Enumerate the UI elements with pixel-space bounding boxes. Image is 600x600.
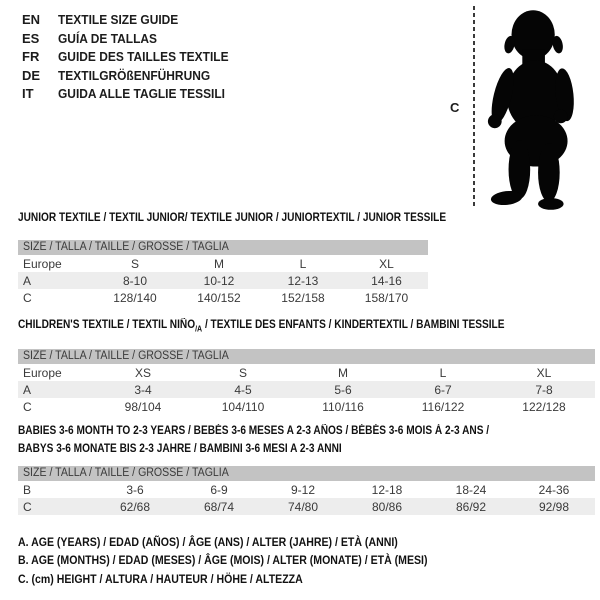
table-size-header: SIZE / TALLA / TAILLE / GRÖSSE / TAGLIA [18, 240, 428, 255]
table-cell: 8-10 [93, 272, 177, 289]
table-cell: 86/92 [429, 498, 513, 515]
table-cell: 62/68 [93, 498, 177, 515]
table-size-header: SIZE / TALLA / TAILLE / GRÖSSE / TAGLIA [18, 466, 595, 481]
table-cell: 92/98 [513, 498, 595, 515]
table-cell: 116/122 [393, 398, 493, 415]
measurement-legend [18, 533, 483, 588]
table-row-c [18, 498, 595, 515]
table-cell: 18-24 [429, 481, 513, 498]
babies-section-title-line2: BABYS 3-6 MONATE BIS 2-3 JAHRE / BAMBINI 3-6 MESI A 2-3 ANNI [18, 443, 342, 455]
table-cell: 140/152 [177, 289, 261, 306]
height-measure-dashed-line [473, 6, 475, 206]
table-cell: 6-9 [177, 481, 261, 498]
table-cell: 74/80 [261, 498, 345, 515]
language-header [22, 11, 243, 104]
row-label-cell: Europe [18, 255, 93, 272]
children-size-table [18, 349, 595, 415]
language-row-it [22, 85, 243, 104]
table-cell: XS [93, 364, 193, 381]
table-row-a [18, 272, 428, 289]
table-cell: 128/140 [93, 289, 177, 306]
table-row-a [18, 381, 595, 398]
table-row-europe [18, 255, 428, 272]
table-cell: L [393, 364, 493, 381]
row-label-cell: C [18, 398, 93, 415]
table-cell: 3-6 [93, 481, 177, 498]
legend-line-b: B. AGE (MONTHS) / EDAD (MESES) / ÂGE (MOIS) / ALTER (MONATE) / ETÀ (MESI) [18, 553, 428, 568]
table-cell: M [293, 364, 393, 381]
table-cell: 12-18 [345, 481, 429, 498]
junior-size-table [18, 240, 428, 306]
table-cell: S [193, 364, 293, 381]
language-code: FR [22, 49, 40, 65]
table-cell: M [177, 255, 261, 272]
table-size-header: SIZE / TALLA / TAILLE / GRÖSSE / TAGLIA [18, 349, 595, 364]
language-code: ES [22, 30, 40, 46]
title-subscript: /A [195, 324, 203, 334]
table-cell: 3-4 [93, 381, 193, 398]
table-row-c [18, 289, 428, 306]
language-row-es [22, 30, 243, 49]
row-label-cell: A [18, 272, 93, 289]
babies-section-title-line1: BABIES 3-6 MONTH TO 2-3 YEARS / BEBÉS 3-6 MESES A 2-3 AÑOS / BÉBÉS 3-6 MOIS À 2-3 ANS / [18, 425, 490, 437]
measure-label-c: C [450, 100, 460, 115]
language-code: EN [22, 12, 41, 27]
language-label: TEXTILGRÖßENFÜHRUNG [58, 67, 211, 83]
language-row-de [22, 67, 243, 86]
table-cell: 5-6 [293, 381, 393, 398]
row-label-cell: Europe [18, 364, 93, 381]
toddler-silhouette-image [482, 4, 600, 216]
language-label: GUÍA DE TALLAS [58, 30, 158, 46]
table-cell: 14-16 [345, 272, 428, 289]
table-row-europe [18, 364, 595, 381]
table-cell: 7-8 [493, 381, 595, 398]
legend-line-c: C. (cm) HEIGHT / ALTURA / HAUTEUR / HÖHE / ALTEZZA [18, 571, 303, 586]
table-cell: L [261, 255, 345, 272]
row-label-cell: A [18, 381, 93, 398]
table-cell: 4-5 [193, 381, 293, 398]
row-label-cell: C [18, 289, 93, 306]
language-label: TEXTILE SIZE GUIDE [58, 12, 179, 27]
table-cell: 9-12 [261, 481, 345, 498]
legend-line-a: A. AGE (YEARS) / EDAD (AÑOS) / ÂGE (ANS) / ALTER (JAHRE) / ETÀ (ANNI) [18, 535, 398, 549]
table-row-c [18, 398, 595, 415]
table-cell: 158/170 [345, 289, 428, 306]
table-cell: 104/110 [193, 398, 293, 415]
row-label-cell: B [18, 481, 93, 498]
language-row-fr [22, 48, 243, 67]
language-label: GUIDA ALLE TAGLIE TESSILI [58, 86, 226, 102]
table-cell: XL [493, 364, 595, 381]
table-cell: 110/116 [293, 398, 393, 415]
table-cell: S [93, 255, 177, 272]
table-cell: 10-12 [177, 272, 261, 289]
table-cell: 12-13 [261, 272, 345, 289]
table-cell: 98/104 [93, 398, 193, 415]
language-row-en [22, 11, 243, 30]
table-cell: XL [345, 255, 428, 272]
junior-section-title: JUNIOR TEXTILE / TEXTIL JUNIOR/ TEXTILE JUNIOR / JUNIORTEXTIL / JUNIOR TESSILE [18, 212, 447, 224]
table-cell: 80/86 [345, 498, 429, 515]
row-label-cell: C [18, 498, 93, 515]
table-cell: 68/74 [177, 498, 261, 515]
babies-size-table [18, 466, 595, 515]
language-code: DE [22, 67, 41, 83]
table-cell: 6-7 [393, 381, 493, 398]
children-section-title: CHILDREN'S TEXTILE / TEXTIL $NIÑO_{/A}$ / TEXTILE DES ENFANTS / KINDERTEXTIL / BAMBINI TESSILE [18, 319, 505, 334]
language-label: GUIDE DES TAILLES TEXTILE [58, 49, 229, 65]
table-cell: 122/128 [493, 398, 595, 415]
table-row-b [18, 481, 595, 498]
table-cell: 152/158 [261, 289, 345, 306]
table-cell: 24-36 [513, 481, 595, 498]
language-code: IT [22, 86, 34, 102]
